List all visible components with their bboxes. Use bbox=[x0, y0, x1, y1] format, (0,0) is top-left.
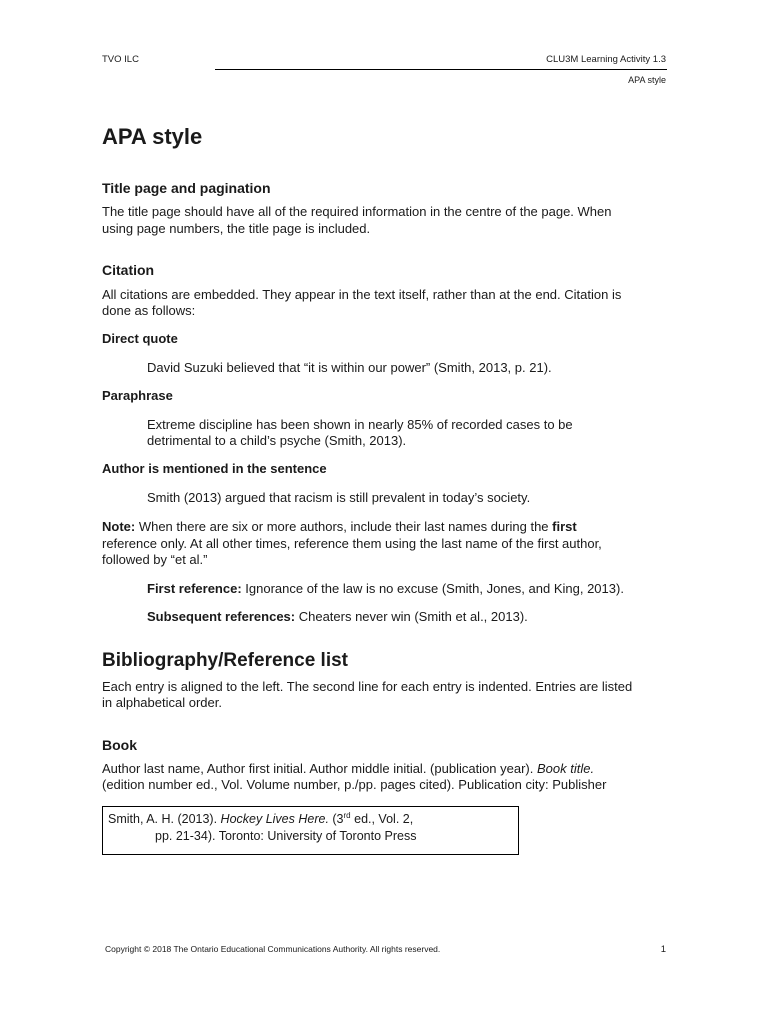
author-mentioned-example: Smith (2013) argued that racism is still prevalent in today’s society. bbox=[147, 490, 531, 505]
note-first-bold: first bbox=[552, 519, 577, 534]
reference-example-author: Smith, A. H. (2013). bbox=[108, 812, 221, 826]
author-mentioned-heading: Author is mentioned in the sentence bbox=[102, 461, 327, 476]
first-reference-text: Ignorance of the law is no excuse (Smith, Jones, and King, 2013). bbox=[241, 581, 624, 596]
note-line-2: reference only. At all other times, reference them using the last name of the first author, bbox=[102, 536, 602, 551]
header-course: CLU3M Learning Activity 1.3 bbox=[546, 54, 666, 65]
citation-heading: Citation bbox=[102, 262, 155, 278]
book-heading: Book bbox=[102, 737, 137, 753]
book-format-text: Author last name, Author first initial. Author middle initial. (publication year). bbox=[102, 761, 537, 776]
title-page-body-line-2: using page numbers, the title page is included. bbox=[102, 221, 371, 236]
book-format-line-2: (edition number ed., Vol. Volume number, p./pp. pages cited). Publication city: Publisher bbox=[102, 777, 607, 792]
first-reference-example bbox=[147, 580, 667, 597]
page-number: 1 bbox=[660, 944, 666, 955]
title-page-body-line-1: The title page should have all of the required information in the centre of the page. When bbox=[102, 204, 612, 219]
reference-example-line-1 bbox=[108, 812, 413, 826]
direct-quote-example: David Suzuki believed that “it is within our power” (Smith, 2013, p. 21). bbox=[147, 360, 552, 375]
reference-example-volume: ed., Vol. 2, bbox=[350, 812, 414, 826]
bibliography-body-line-2: in alphabetical order. bbox=[102, 695, 222, 710]
note-label: Note: bbox=[102, 519, 136, 534]
subsequent-references-text: Cheaters never win (Smith et al., 2013). bbox=[295, 609, 528, 624]
paraphrase-example-line-1: Extreme discipline has been shown in nearly 85% of recorded cases to be bbox=[147, 417, 573, 432]
page-title: APA style bbox=[102, 124, 203, 149]
bibliography-heading: Bibliography/Reference list bbox=[102, 650, 349, 671]
citation-body-line-2: done as follows: bbox=[102, 303, 196, 318]
note-line-1 bbox=[102, 518, 672, 535]
subsequent-references-label: Subsequent references: bbox=[147, 609, 296, 624]
reference-example-title: Hockey Lives Here. bbox=[220, 812, 329, 826]
reference-example-edition: (3 bbox=[328, 812, 344, 826]
subsequent-references-example bbox=[147, 608, 667, 625]
note-text-a: When there are six or more authors, include their last names during the bbox=[135, 519, 553, 534]
title-page-heading: Title page and pagination bbox=[102, 180, 271, 196]
reference-example-superscript: rd bbox=[343, 810, 351, 820]
reference-example-line-2: pp. 21-34). Toronto: University of Toronto Press bbox=[155, 829, 417, 843]
header-rule bbox=[215, 69, 667, 70]
footer-copyright: Copyright © 2018 The Ontario Educational Communications Authority. All rights reserved. bbox=[105, 944, 441, 954]
book-title-italic: Book title. bbox=[537, 761, 595, 776]
first-reference-label: First reference: bbox=[147, 581, 242, 596]
bibliography-body-line-1: Each entry is aligned to the left. The second line for each entry is indented. Entries are listed bbox=[102, 679, 633, 694]
header-org: TVO ILC bbox=[102, 54, 139, 65]
citation-body-line-1: All citations are embedded. They appear in the text itself, rather than at the end. Citation is bbox=[102, 287, 622, 302]
note-line-3: followed by “et al.” bbox=[102, 552, 208, 567]
header-topic: APA style bbox=[628, 75, 666, 85]
direct-quote-heading: Direct quote bbox=[102, 331, 178, 346]
paraphrase-example-line-2: detrimental to a child’s psyche (Smith, 2013). bbox=[147, 433, 407, 448]
book-format-line-1 bbox=[102, 760, 672, 777]
paraphrase-heading: Paraphrase bbox=[102, 388, 173, 403]
